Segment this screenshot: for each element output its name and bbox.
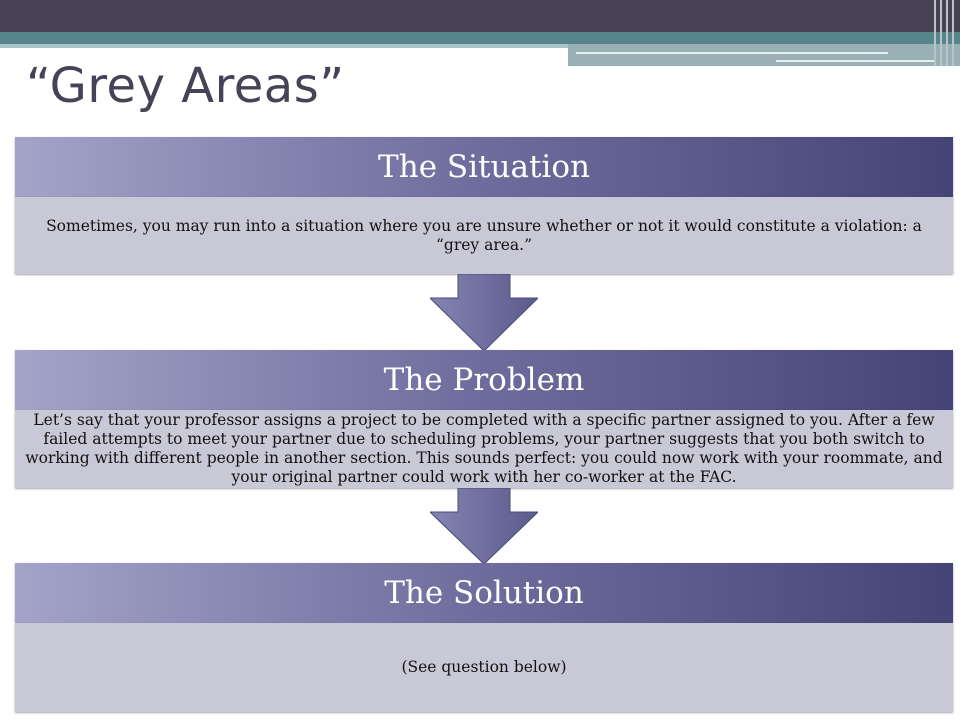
situation-heading: The Situation [15,137,953,197]
solution-box [15,563,953,712]
accent-stripe-light [0,44,570,48]
problem-text: Let’s say that your professor assigns a project to be completed with a specific partner assigned to you. After a few failed attempts to meet your partner due to scheduling problems, your partner suggests that you both switch to working with different people in another section. This sounds perfect: you could now work with your roommate, and your original partner could work with her co-worker at the FAC. [15,410,953,488]
situation-box [15,137,953,274]
accent-line [776,60,936,62]
decorative-bars [932,0,960,66]
top-banner [0,0,960,32]
accent-block [568,44,960,66]
problem-box [15,350,953,488]
slide-title: “Grey Areas” [26,58,345,114]
down-arrow-icon [430,274,538,352]
solution-text: (See question below) [15,623,953,712]
accent-line [576,52,888,54]
down-arrow-icon [430,488,538,565]
problem-heading: The Problem [15,350,953,410]
accent-stripe [0,32,960,44]
situation-text: Sometimes, you may run into a situation where you are unsure whether or not it would constitute a violation: a “grey area.” [15,197,953,274]
solution-heading: The Solution [15,563,953,623]
